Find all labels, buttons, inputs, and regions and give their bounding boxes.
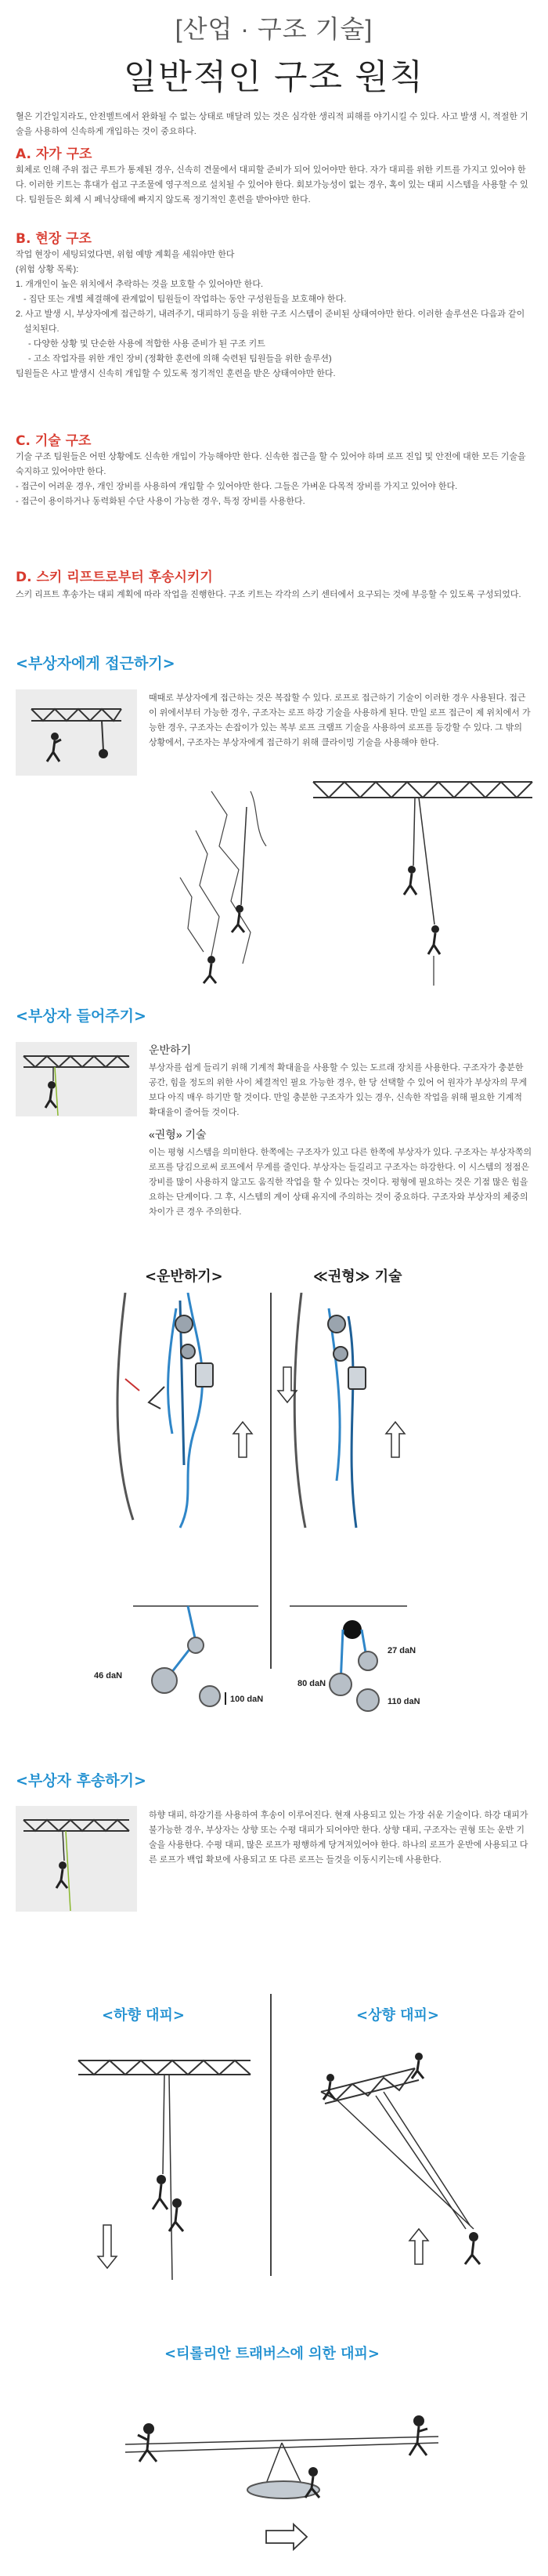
force-right-a: 80 daN [297, 1679, 326, 1688]
evac-heading: <부상자 후송하기> [16, 1772, 146, 1789]
force-left-b: 100 daN [230, 1695, 264, 1704]
lift-heading: <부상자 들어주기> [16, 1008, 146, 1025]
force-right-b: 27 daN [388, 1646, 416, 1655]
tyrolean-title: <티롤리안 트래버스에 의한 대피> [164, 2346, 380, 2362]
force-left-a: 46 daN [94, 1671, 123, 1681]
lift-text [149, 1042, 532, 1220]
heading-c: C. 기술 구조 [16, 433, 92, 449]
section-c-bullet2: - 접근이 용이하거나 동력화된 수단 사용이 가능한 경우, 특정 장비를 사용한다. [16, 497, 305, 506]
section-b-item2: 2. 사고 발생 시, 부상자에게 접근하기, 내려주기, 대피하기 등을 위한 구조 시스템이 준비된 상태여야만 한다. 이러한 솔루션은 다음과 같이 설치된다. [16, 309, 525, 334]
section-b-item1a: - 집단 또는 개별 체결해에 관계없이 팀원들이 작업하는 동안 구성원들을 보호해야 한다. [23, 295, 347, 304]
section-b-item1: 1. 개개인이 높은 위치에서 추락하는 것을 보호할 수 있어야만 한다. [16, 280, 264, 289]
lift-fig-right-title: ≪권형≫ 기술 [313, 1268, 402, 1285]
section-b-line2: (위험 상황 목록): [16, 265, 79, 274]
section-c-body: 기술 구조 팀원들은 어떤 상황에도 신속한 개입이 가능해야만 한다. 신속한 접근을 할 수 있어야 하며 로프 진입 및 안전에 대한 모든 기술을 숙지하고 있어야만 한다. [16, 452, 526, 476]
section-c [16, 450, 532, 509]
evac-fig-left-title: <하향 대피> [102, 2007, 185, 2024]
pulley-diagrams [78, 1598, 470, 1755]
lift-thumbnail [16, 1042, 137, 1116]
evac-body: 하향 대피, 하강기를 사용하여 후송이 이루어진다. 현재 사용되고 있는 가장 쉬운 기술이다. 하강 대피가 불가능한 경우, 부상자는 상향 또는 수평 대피가 되어야만 한다. 상향 대피, 구조자는 권형 또는 운반 기술을 사용한다. 수평 대피, 많은 로프가 평행하게 당겨져있어야 한다. 하나의 로프가 운반에 사용되고 다른 로프가 백업 확보에 사용되고 또 다른 로프는 들것을 이동시키는데 사용한다. [149, 1811, 528, 1865]
header-kicker: [산업 · 구조 기술] [175, 15, 373, 43]
section-b [16, 248, 532, 382]
header [0, 0, 548, 99]
heading-d: D. 스키 리프트로부터 후송시키기 [16, 570, 213, 585]
section-a-body: 회체로 인해 주위 접근 루트가 통제된 경우, 신속히 견물에서 대피할 준비가 되어 있어야만 한다. 자가 대피를 위한 키트를 가지고 있어야 한다. 이러한 키트는 휴대가 쉽고 구조물에 영구적으로 설치될 수 있어야 한다. 회보가능성이 없는 경우, 혹이 있는 대피 시스템을 사용할 수 있다. 팀원들은 회체 시 페닉상태에 빠지지 않도록 정기적인 훈련을 받아야만 한다. [16, 165, 528, 204]
lift-title-1: 운반하기 [149, 1044, 192, 1056]
tyrolean-illustration [117, 2374, 446, 2562]
heading-a: A. 자가 구조 [16, 147, 92, 162]
force-right-c: 110 daN [388, 1697, 420, 1706]
heading-b: B. 현장 구조 [16, 231, 92, 247]
lift-body-2: 이는 평형 시스템을 의미한다. 한쪽에는 구조자가 있고 다른 한쪽에 부상자가 있다. 구조자는 부상자쪽의 로프를 당김으로써 로프에서 무게를 줄인다. 부상자는 들길리고 구조자는 하강한다. 이 시스템의 정점은 장비를 많이 사용하지 않고도 움직한 작업을 할 수 있다는 것이다. 평형에 필요하는 것은 기점 많은 힘을 요하는 단계이다. 그 후, 시스템의 계이 상태 유지에 주의하는 것이 중요하다. 구조자와 부상자의 체중의 차이가 큰 경우 주의한다. [149, 1148, 532, 1217]
intro-text: 혈은 기간일지라도, 안전벨트에서 완화될 수 없는 상태로 매달려 있는 것은 심각한 생리적 피해를 야기시킬 수 있다. 사고 발생 시, 적절한 기술을 사용하여 신속하게 개입하는 것이 중요하다. [16, 112, 528, 136]
section-b-item2b: - 고소 작업자를 위한 개인 장비 (정확한 훈련에 의해 숙련된 팀원들을 위한 솔루션) [28, 354, 332, 364]
lift-body-1: 부상자를 쉽게 들리기 위해 기계적 확대율을 사용할 수 있는 도르래 장치를 사용한다. 구조자가 충분한 공간, 힘을 정도의 위한 사이 체결적인 필요 가능한 경우, 한 당 선택할 수 있어 어 원자가 부상자의 무게 보다 아직 매우 하기만 할 것이다. 만일 충분한 구조자가 있는 경우, 신속한 작업을 위해 필요한 기계적 확대율이 줄어들 것이다. [149, 1063, 528, 1117]
lift-thumb-illustration [16, 1042, 137, 1116]
section-b-line1: 작업 현장이 세팅되었다면, 위험 예방 계획을 세워야만 한다 [16, 250, 235, 259]
section-b-item2a: - 다양한 상황 및 단순한 사용에 적합한 사용 준비가 된 구조 키트 [28, 339, 265, 349]
evac-fig-right-title: <상향 대피> [356, 2007, 439, 2024]
approach-scene-illustration [164, 760, 548, 987]
approach-body: 때때로 부상자에게 접근하는 것은 복잡할 수 있다. 로프로 접근하기 기술이 이러한 경우 사용된다. 접근이 위에서부터 가능한 경우, 구조자는 로프 하강 기술을 사용하게 된다. 만일 로프 접근이 제 위치에서 가능한 경우, 구조자는 손잡이가 있는 복부 로프 크램프 기술을 사용하여 로프를 등강할 수 있다. 그 밖의 상황에서, 구조자는 부상자에게 접근하기 위해 클라이밍 기술을 사용해야 한다. [149, 693, 531, 747]
approach-heading: <부상자에게 접근하기> [16, 655, 175, 672]
section-b-closing: 팀원들은 사고 발생시 신속히 개입할 수 있도록 정기적인 훈련을 받은 상태여야만 한다. [16, 369, 336, 378]
page-title: 일반적인 구조 원칙 [123, 58, 425, 96]
lift-figures-illustration [78, 1293, 470, 1606]
lift-fig-left-title: <운반하기> [145, 1268, 223, 1285]
lift-title-2: «권형» 기술 [149, 1128, 207, 1141]
evac-figures-illustration [47, 2029, 517, 2288]
section-d-body: 스키 리프트 후송가는 대피 계획에 따라 작업을 진행한다. 구조 키트는 각각의 스키 센터에서 요구되는 것에 부응할 수 있도록 구성되었다. [16, 590, 521, 599]
evac-thumbnail [16, 1806, 137, 1912]
approach-thumbnail [16, 689, 137, 776]
evac-thumb-illustration [16, 1806, 137, 1912]
approach-thumb-illustration [16, 689, 137, 776]
section-c-bullet1: - 접근이 어려운 경우, 개인 장비를 사용하여 개입할 수 있어야만 한다. 그들은 가벼운 다목적 장비를 가지고 있어야 한다. [16, 482, 458, 491]
